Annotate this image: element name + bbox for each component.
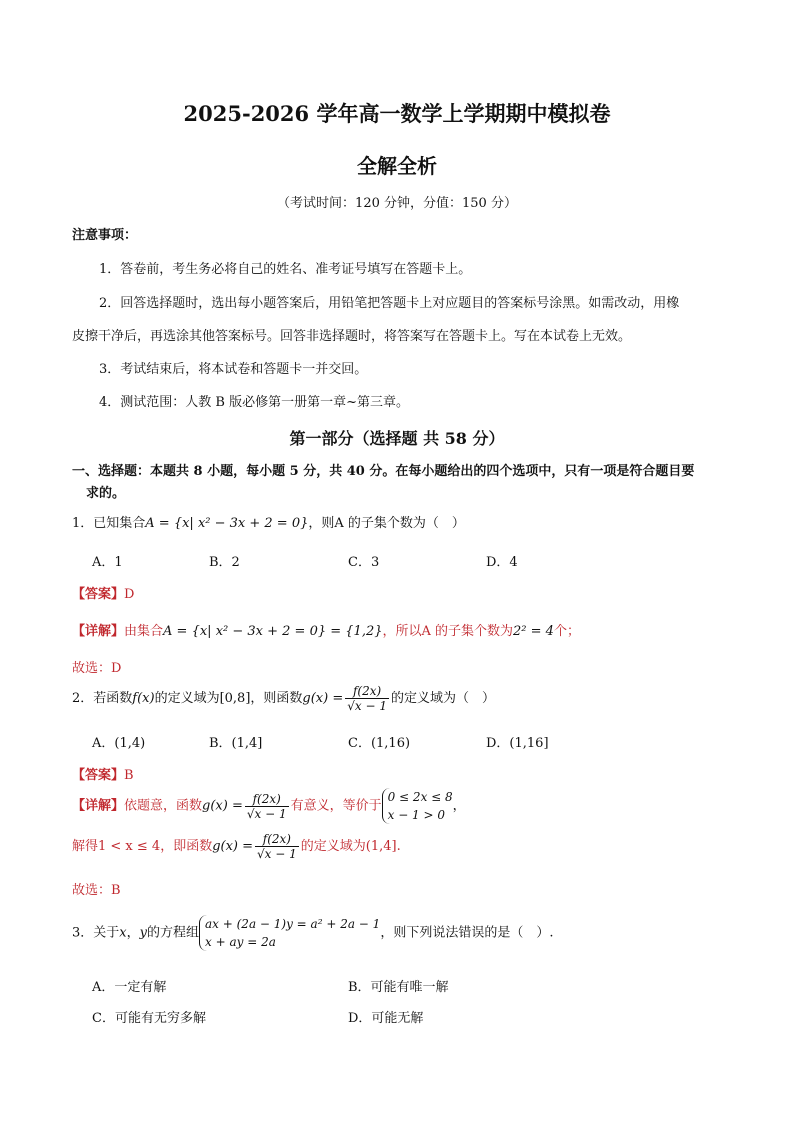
q2-system-line2: x − 1 > 0	[387, 808, 446, 822]
q1-conclusion: 故选：D	[72, 661, 122, 676]
q1-stem	[72, 512, 465, 531]
part1-instruction-cont: 求的。	[86, 486, 126, 501]
q2-answer	[72, 764, 134, 783]
q2-stem-mid: 的定义域为[0,8]，则函数	[154, 691, 303, 706]
page-subtitle: 全解全析	[357, 154, 437, 178]
q1-answer-value: D	[124, 587, 135, 602]
q2-stem	[72, 684, 495, 713]
q2-option-a: A．(1,4)	[92, 736, 146, 751]
q2-option-b: B．(1,4]	[209, 736, 263, 751]
q3-system	[199, 915, 380, 951]
q1-option-b: B．2	[209, 555, 240, 570]
q1-detail-math2: 2² = 4	[513, 624, 554, 639]
q2-detail-prefix: 依题意，函数	[124, 798, 203, 814]
q2-system-line1: 0 ≤ 2x ≤ 8	[387, 790, 453, 804]
q2-detail	[72, 788, 466, 824]
q3-stem	[72, 915, 553, 951]
q2-detail-gx: g(x) =	[202, 798, 243, 814]
q1-option-a: A．1	[92, 555, 123, 570]
q3-option-c: C．可能有无穷多解	[92, 1011, 206, 1026]
q3-var-x: x	[119, 925, 127, 941]
q1-set-expression: A = {x| x² − 3x + 2 = 0}	[145, 516, 309, 531]
q2-detail-fraction-numerator: f(2x)	[245, 792, 289, 807]
q1-detail-label: 【详解】	[72, 624, 125, 639]
q2-stem-suffix: 的定义域为（ ）	[390, 691, 495, 706]
q3-var-y: y	[139, 925, 147, 941]
note-item-2-cont: 皮擦干净后，再选涂其他答案标号。回答非选择题时，将答案写在答题卡上。写在本试卷上无效。	[72, 329, 632, 344]
q2-detail-label: 【详解】	[72, 798, 125, 814]
q2-fraction	[345, 684, 389, 713]
q2-detail-fraction-denominator: √x − 1	[246, 806, 287, 821]
q2-line2-prefix: 解得1 < x ≤ 4，即函数	[72, 839, 213, 854]
q2-option-c: C．(1,16)	[348, 736, 411, 751]
notes-heading: 注意事项：	[72, 228, 138, 243]
note-item-3: 3．考试结束后，将本试卷和答题卡一并交回。	[99, 362, 368, 377]
exam-info: （考试时间：120 分钟，分值：150 分）	[277, 196, 517, 211]
q3-stem-suffix: ，则下列说法错误的是（ ）.	[380, 925, 554, 941]
q3-option-d: D．可能无解	[348, 1011, 424, 1026]
q2-answer-label: 【答案】	[72, 768, 125, 783]
note-item-2: 2．回答选择题时，选出每小题答案后，用铅笔把答题卡上对应题目的答案标号涂黑。如需改动，用橡	[99, 296, 680, 311]
q2-detail-fraction	[245, 792, 289, 821]
page-title: 2025-2026 学年高一数学上学期期中模拟卷	[183, 101, 611, 126]
q2-fx: f(x)	[132, 691, 155, 706]
q2-detail-mid: 有意义，等价于	[290, 798, 382, 814]
q1-detail-prefix: 由集合	[124, 624, 164, 639]
q2-detail-line2	[72, 832, 401, 861]
q2-answer-value: B	[124, 768, 134, 783]
q1-answer	[72, 583, 134, 602]
q2-line2-fraction-numerator: f(2x)	[255, 832, 299, 847]
q3-option-b: B．可能有唯一解	[348, 980, 449, 995]
q2-detail-comma: ，	[452, 798, 466, 814]
q1-detail-suffix: 个；	[553, 624, 580, 639]
q1-option-d: D．4	[486, 555, 518, 570]
q2-stem-prefix: 2．若函数	[72, 691, 133, 706]
q2-conclusion: 故选：B	[72, 883, 121, 898]
q1-option-c: C．3	[348, 555, 380, 570]
note-item-1: 1．答卷前，考生务必将自己的姓名、准考证号填写在答题卡上。	[99, 262, 472, 277]
q2-line2-suffix: 的定义域为(1,4].	[300, 839, 401, 854]
q3-system-line1: ax + (2a − 1)y = a² + 2a − 1	[205, 917, 381, 931]
q3-system-line2: x + ay = 2a	[205, 935, 276, 949]
q2-fraction-denominator: √x − 1	[347, 699, 387, 713]
q2-line2-fraction	[255, 832, 299, 861]
q2-gx: g(x) =	[302, 691, 344, 706]
q2-line2-fraction-denominator: √x − 1	[257, 847, 297, 861]
q3-option-a: A．一定有解	[92, 980, 167, 995]
q3-sep: ，	[126, 925, 140, 941]
part1-heading: 第一部分（选择题 共 58 分）	[289, 429, 505, 448]
note-item-4: 4．测试范围：人教 B 版必修第一册第一章~第三章。	[99, 395, 409, 410]
q1-stem-suffix: ，则A 的子集个数为（ ）	[308, 516, 465, 531]
q3-stem-prefix: 3．关于	[72, 925, 120, 941]
q2-option-d: D．(1,16]	[486, 736, 549, 751]
part1-instruction: 一、选择题：本题共 8 小题，每小题 5 分，共 40 分。在每小题给出的四个选项中，只有一项是符合题目要	[72, 464, 695, 479]
q1-stem-prefix: 1．已知集合	[72, 516, 146, 531]
q2-fraction-numerator: f(2x)	[345, 684, 389, 699]
q1-detail-math: A = {x| x² − 3x + 2 = 0} = {1,2}	[163, 624, 383, 639]
q1-answer-label: 【答案】	[72, 587, 125, 602]
q2-detail-system	[382, 788, 453, 824]
q1-detail-mid: ，所以A 的子集个数为	[382, 624, 514, 639]
q2-line2-gx: g(x) =	[212, 839, 254, 854]
q1-detail	[72, 620, 580, 639]
q3-stem-mid: 的方程组	[147, 925, 200, 941]
